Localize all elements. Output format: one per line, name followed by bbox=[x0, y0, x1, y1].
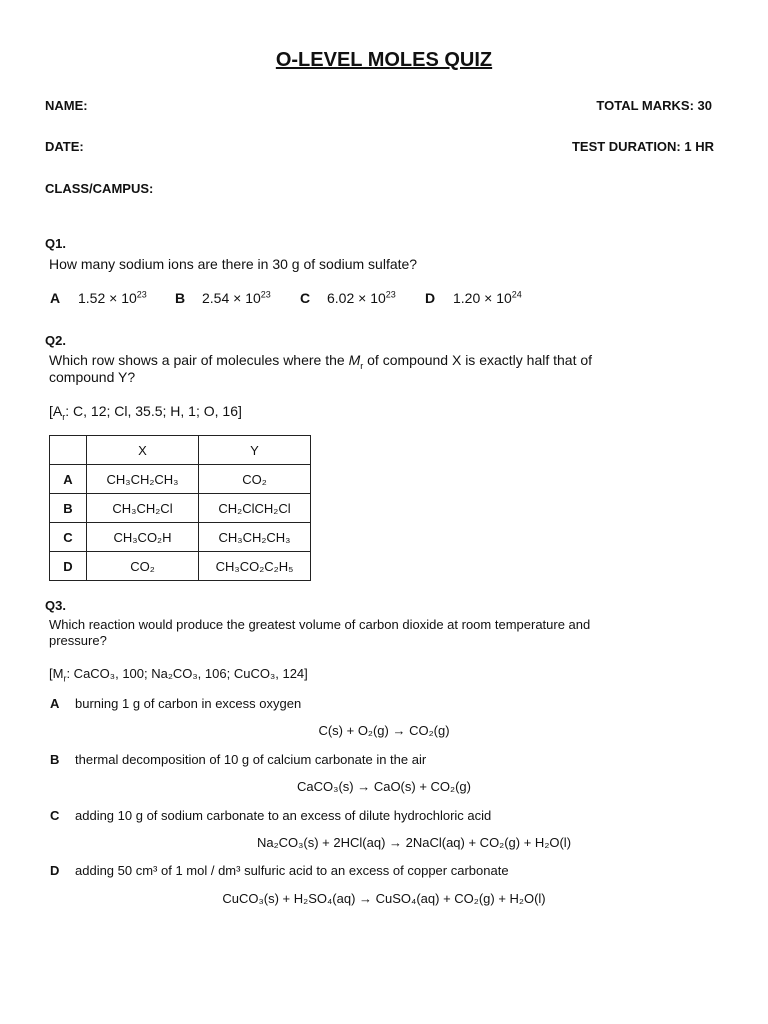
table-row bbox=[50, 552, 311, 581]
name-label: NAME: bbox=[45, 98, 88, 113]
q1-option-letter: D bbox=[425, 290, 436, 306]
q3-text: Which reaction would produce the greatest volume of carbon dioxide at room temperature and pressure? bbox=[49, 617, 591, 648]
q3-equation-c: Na₂CO₃(s) + 2HCl(aq) → 2NaCl(aq) + CO₂(g) + H₂O(l) bbox=[256, 835, 572, 850]
row-letter: D bbox=[50, 552, 87, 581]
q2-number: Q2. bbox=[45, 333, 66, 348]
q3-equation-d: CuCO₃(s) + H₂SO₄(aq) → CuSO₄(aq) + CO₂(g) + H₂O(l) bbox=[222, 891, 546, 906]
date-label: DATE: bbox=[45, 139, 84, 154]
row-letter: A bbox=[50, 465, 87, 494]
q3-option-letter: A bbox=[50, 696, 60, 711]
q3-option-letter: B bbox=[50, 752, 60, 767]
q1-option-letter: B bbox=[175, 290, 186, 306]
table-row bbox=[50, 494, 311, 523]
q3-relative-molecular-masses: [$M_r$: CaCO₃, 100; Na₂CO₃, 106; CuCO₃, 124] bbox=[49, 666, 308, 684]
test-duration: TEST DURATION: 1 HR bbox=[571, 139, 714, 154]
cell-x: CH₃CO₂H bbox=[87, 523, 199, 552]
page-title: O-LEVEL MOLES QUIZ bbox=[275, 49, 493, 71]
total-marks: TOTAL MARKS: 30 bbox=[596, 98, 712, 113]
q3-number: Q3. bbox=[45, 598, 66, 613]
q1-option-b: B $2.54 \times 10^{23}$ bbox=[175, 289, 271, 306]
q1-option-c: C $6.02 \times 10^{23}$ bbox=[300, 289, 396, 306]
cell-x: CO₂ bbox=[87, 552, 199, 581]
q1-number: Q1. bbox=[45, 236, 66, 251]
q1-text: How many sodium ions are there in 30 g of sodium sulfate? bbox=[49, 256, 418, 272]
q3-option-letter: D bbox=[50, 863, 60, 878]
cell-y: CH₂ClCH₂Cl bbox=[199, 494, 311, 523]
q2-text: Which row shows a pair of molecules where the $M_r$ of compound X is exactly half that of compound Y? bbox=[49, 352, 593, 385]
q1-option-letter: A bbox=[50, 290, 61, 306]
table-header-row bbox=[50, 436, 311, 465]
cell-y: CH₃CH₂CH₃ bbox=[199, 523, 311, 552]
q3-option-letter: C bbox=[50, 808, 60, 823]
column-header-y: Y bbox=[199, 436, 311, 465]
row-letter: C bbox=[50, 523, 87, 552]
table-row bbox=[50, 465, 311, 494]
q3-equation-a: C(s) + O₂(g) → CO₂(g) bbox=[318, 723, 450, 738]
cell-x: CH₃CH₂CH₃ bbox=[87, 465, 199, 494]
q2-options-table bbox=[49, 435, 311, 581]
q3-option-c: C adding 10 g of sodium carbonate to an excess of dilute hydrochloric acid bbox=[50, 808, 492, 823]
column-header-x: X bbox=[87, 436, 199, 465]
q1-option-a: A $1.52 \times 10^{23}$ bbox=[50, 289, 147, 306]
class-campus-label: CLASS/CAMPUS: bbox=[45, 181, 154, 196]
q2-relative-atomic-masses: [$A_r$: C, 12; Cl, 35.5; H, 1; O, 16] bbox=[49, 403, 242, 422]
row-letter: B bbox=[50, 494, 87, 523]
cell-y: CH₃CO₂C₂H₅ bbox=[199, 552, 311, 581]
q3-option-b: B thermal decomposition of 10 g of calcium carbonate in the air bbox=[50, 752, 427, 767]
table-row bbox=[50, 523, 311, 552]
q1-option-d: D $1.20 \times 10^{24}$ bbox=[425, 289, 522, 306]
q1-option-letter: C bbox=[300, 290, 311, 306]
q3-option-d: D adding 50 cm³ of 1 mol / dm³ sulfuric acid to an excess of copper carbonate bbox=[50, 863, 509, 878]
q3-option-a: A burning 1 g of carbon in excess oxygen bbox=[50, 696, 302, 711]
cell-y: CO₂ bbox=[199, 465, 311, 494]
q3-equation-b: CaCO₃(s) → CaO(s) + CO₂(g) bbox=[297, 779, 471, 794]
cell-x: CH₃CH₂Cl bbox=[87, 494, 199, 523]
